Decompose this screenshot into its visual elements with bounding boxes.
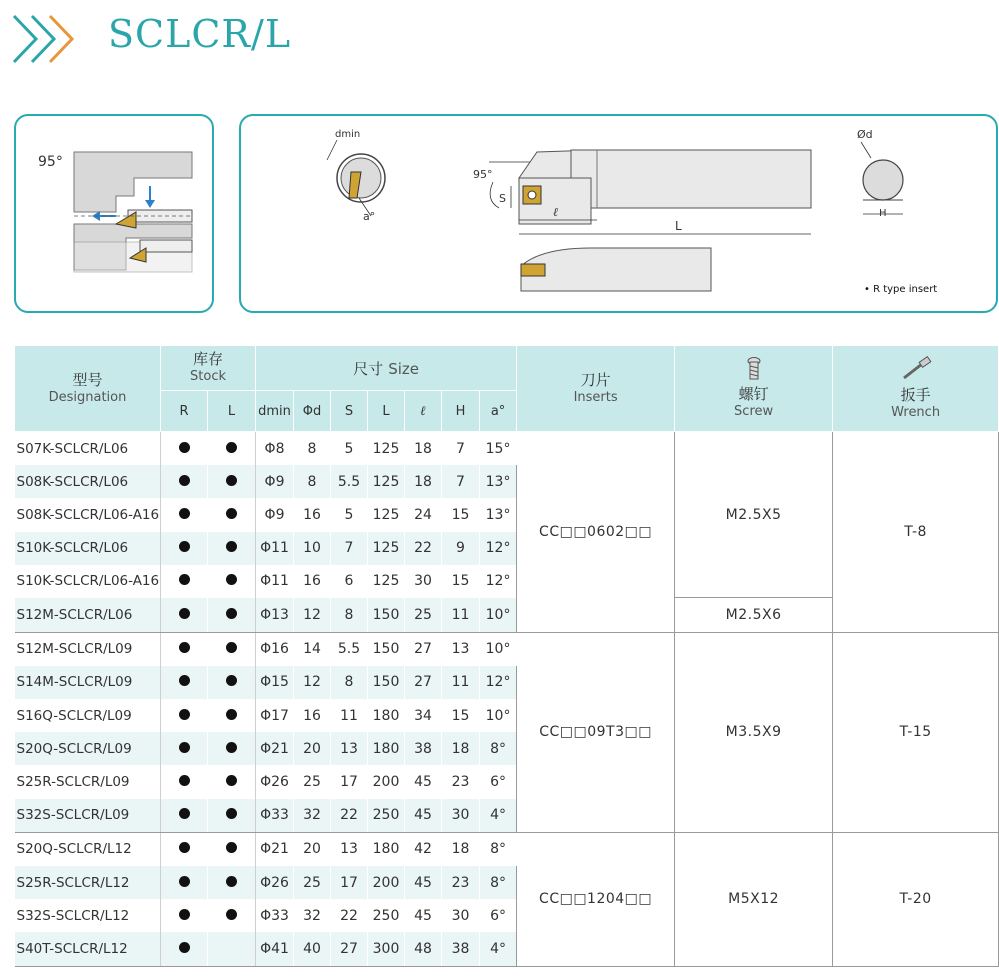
cell-L: 125 [368, 498, 405, 531]
stock-l-cell [208, 932, 256, 966]
screw-cell: M2.5X6 [675, 598, 833, 632]
cell-s: 13 [331, 832, 368, 866]
cell-L: 125 [368, 565, 405, 598]
cell-s: 22 [331, 899, 368, 932]
cell-a: 10° [480, 598, 517, 632]
l-header: ℓ [405, 391, 442, 432]
in-stock-dot-icon [226, 541, 237, 552]
cell-h: 13 [442, 632, 480, 666]
cell-L: 300 [368, 932, 405, 966]
cell-s: 17 [331, 765, 368, 798]
cell-s: 13 [331, 732, 368, 765]
cell-a: 8° [480, 732, 517, 765]
l-dimension-label: ℓ [553, 205, 558, 219]
stock-l-header: L [208, 391, 256, 432]
cell-l: 30 [405, 565, 442, 598]
cell-s: 5 [331, 498, 368, 531]
in-stock-dot-icon [226, 608, 237, 619]
cell-L: 150 [368, 632, 405, 666]
stock-r-cell [161, 565, 208, 598]
in-stock-dot-icon [179, 508, 190, 519]
stock-l-cell [208, 732, 256, 765]
length-header: L [368, 391, 405, 432]
stock-l-cell [208, 765, 256, 798]
cell-dmin: Φ8 [256, 432, 294, 466]
cell-des: S40T-SCLCR/L12 [15, 932, 161, 966]
cell-l: 27 [405, 666, 442, 699]
cell-dmin: Φ17 [256, 699, 294, 732]
cell-dmin: Φ41 [256, 932, 294, 966]
screw-icon [746, 357, 762, 381]
in-stock-dot-icon [179, 808, 190, 819]
cell-a: 10° [480, 699, 517, 732]
stock-r-cell [161, 632, 208, 666]
cell-dmin: Φ15 [256, 666, 294, 699]
cell-L: 125 [368, 532, 405, 565]
in-stock-dot-icon [179, 541, 190, 552]
cell-des: S25R-SCLCR/L12 [15, 866, 161, 899]
cell-dmin: Φ33 [256, 899, 294, 932]
a-header: a° [480, 391, 517, 432]
stock-l-cell [208, 832, 256, 866]
cell-l: 45 [405, 765, 442, 798]
cell-s: 17 [331, 866, 368, 899]
cell-h: 30 [442, 799, 480, 833]
cell-dmin: Φ26 [256, 765, 294, 798]
chevron-logo-icon [12, 12, 82, 66]
table-row [15, 632, 999, 666]
cell-l: 34 [405, 699, 442, 732]
in-stock-dot-icon [179, 876, 190, 887]
spec-table [14, 345, 999, 967]
size-header: 尺寸 Size [256, 346, 517, 391]
h-header: H [442, 391, 480, 432]
cell-d: 8 [294, 465, 331, 498]
inserts-header: 刀片 Inserts [517, 346, 675, 432]
L-dimension-label: L [675, 219, 682, 233]
stock-r-header: R [161, 391, 208, 432]
cell-L: 180 [368, 832, 405, 866]
stock-r-cell [161, 699, 208, 732]
cell-d: 12 [294, 598, 331, 632]
stock-l-cell [208, 799, 256, 833]
cell-h: 11 [442, 666, 480, 699]
in-stock-dot-icon [179, 675, 190, 686]
cell-a: 13° [480, 498, 517, 531]
cell-s: 11 [331, 699, 368, 732]
cell-des: S08K-SCLCR/L06 [15, 465, 161, 498]
in-stock-dot-icon [226, 709, 237, 720]
wrench-icon [900, 356, 932, 382]
stock-l-cell [208, 699, 256, 732]
cell-L: 200 [368, 765, 405, 798]
stock-r-cell [161, 532, 208, 565]
cell-des: S10K-SCLCR/L06 [15, 532, 161, 565]
cell-L: 200 [368, 866, 405, 899]
cell-d: 16 [294, 699, 331, 732]
in-stock-dot-icon [179, 442, 190, 453]
in-stock-dot-icon [226, 775, 237, 786]
cell-L: 180 [368, 699, 405, 732]
dmin-label: dmin [335, 129, 361, 140]
stock-r-cell [161, 732, 208, 765]
stock-r-cell [161, 866, 208, 899]
cell-dmin: Φ16 [256, 632, 294, 666]
stock-header: 库存 Stock [161, 346, 256, 391]
stock-l-cell [208, 532, 256, 565]
in-stock-dot-icon [179, 475, 190, 486]
cell-l: 18 [405, 432, 442, 466]
cell-h: 18 [442, 832, 480, 866]
cell-des: S10K-SCLCR/L06-A16 [15, 565, 161, 598]
cell-des: S20Q-SCLCR/L09 [15, 732, 161, 765]
cell-L: 150 [368, 598, 405, 632]
s-dimension-label: S [499, 192, 506, 205]
table-row [15, 432, 999, 466]
cell-h: 30 [442, 899, 480, 932]
cell-d: 14 [294, 632, 331, 666]
cell-a: 8° [480, 866, 517, 899]
cell-l: 48 [405, 932, 442, 966]
cell-L: 250 [368, 799, 405, 833]
wrench-header: 扳手 Wrench [833, 346, 999, 432]
cell-l: 42 [405, 832, 442, 866]
dmin-header: dmin [256, 391, 294, 432]
cell-l: 24 [405, 498, 442, 531]
cell-a: 15° [480, 432, 517, 466]
cell-a: 8° [480, 832, 517, 866]
stock-l-cell [208, 666, 256, 699]
wrench-cell: T-8 [833, 432, 999, 633]
in-stock-dot-icon [226, 574, 237, 585]
in-stock-dot-icon [226, 675, 237, 686]
tool-dimension-diagram-panel [239, 114, 998, 313]
stock-l-cell [208, 632, 256, 666]
in-stock-dot-icon [179, 642, 190, 653]
od-label: Ød [857, 128, 873, 141]
cell-des: S08K-SCLCR/L06-A16 [15, 498, 161, 531]
screw-cell: M2.5X5 [675, 432, 833, 598]
cell-s: 5 [331, 432, 368, 466]
cell-l: 18 [405, 465, 442, 498]
in-stock-dot-icon [179, 775, 190, 786]
in-stock-dot-icon [226, 508, 237, 519]
cell-des: S20Q-SCLCR/L12 [15, 832, 161, 866]
screw-cell: M3.5X9 [675, 632, 833, 832]
h-dimension-label: H [879, 208, 887, 219]
stock-r-cell [161, 765, 208, 798]
in-stock-dot-icon [179, 709, 190, 720]
cell-l: 25 [405, 598, 442, 632]
cell-h: 15 [442, 699, 480, 732]
cell-h: 7 [442, 465, 480, 498]
cell-des: S16Q-SCLCR/L09 [15, 699, 161, 732]
cell-d: 16 [294, 498, 331, 531]
cell-h: 38 [442, 932, 480, 966]
wrench-cell: T-15 [833, 632, 999, 832]
cell-s: 27 [331, 932, 368, 966]
cell-l: 38 [405, 732, 442, 765]
cell-dmin: Φ33 [256, 799, 294, 833]
in-stock-dot-icon [179, 574, 190, 585]
cell-dmin: Φ9 [256, 498, 294, 531]
angle-label: 95° [38, 154, 63, 170]
cell-des: S25R-SCLCR/L09 [15, 765, 161, 798]
cell-d: 10 [294, 532, 331, 565]
cell-l: 27 [405, 632, 442, 666]
r-type-insert-note: • R type insert [864, 284, 938, 295]
cell-des: S14M-SCLCR/L09 [15, 666, 161, 699]
cell-a: 4° [480, 799, 517, 833]
stock-l-cell [208, 899, 256, 932]
cell-s: 8 [331, 598, 368, 632]
cell-a: 12° [480, 666, 517, 699]
approach-angle-label: 95° [473, 168, 493, 181]
table-row [15, 832, 999, 866]
cell-L: 180 [368, 732, 405, 765]
cell-l: 45 [405, 899, 442, 932]
cell-h: 9 [442, 532, 480, 565]
cell-L: 125 [368, 432, 405, 466]
cell-d: 40 [294, 932, 331, 966]
cell-dmin: Φ21 [256, 832, 294, 866]
stock-r-cell [161, 799, 208, 833]
designation-header: 型号 Designation [15, 346, 161, 432]
stock-r-cell [161, 465, 208, 498]
insert-cell: CC□□09T3□□ [517, 632, 675, 832]
cell-s: 8 [331, 666, 368, 699]
cell-dmin: Φ11 [256, 532, 294, 565]
cell-h: 15 [442, 565, 480, 598]
cell-s: 22 [331, 799, 368, 833]
cell-s: 6 [331, 565, 368, 598]
cell-a: 13° [480, 465, 517, 498]
cell-L: 150 [368, 666, 405, 699]
cell-des: S32S-SCLCR/L09 [15, 799, 161, 833]
cell-h: 7 [442, 432, 480, 466]
cell-d: 32 [294, 799, 331, 833]
cell-d: 32 [294, 899, 331, 932]
cell-dmin: Φ21 [256, 732, 294, 765]
cell-dmin: Φ13 [256, 598, 294, 632]
cell-d: 20 [294, 732, 331, 765]
cell-L: 125 [368, 465, 405, 498]
in-stock-dot-icon [179, 842, 190, 853]
cell-d: 8 [294, 432, 331, 466]
in-stock-dot-icon [226, 642, 237, 653]
in-stock-dot-icon [226, 842, 237, 853]
cell-des: S12M-SCLCR/L06 [15, 598, 161, 632]
stock-r-cell [161, 598, 208, 632]
cell-d: 25 [294, 866, 331, 899]
page-title: SCLCR/L [108, 12, 292, 56]
cell-h: 18 [442, 732, 480, 765]
wrench-cell: T-20 [833, 832, 999, 966]
cell-h: 23 [442, 765, 480, 798]
cell-h: 11 [442, 598, 480, 632]
stock-l-cell [208, 565, 256, 598]
stock-r-cell [161, 666, 208, 699]
in-stock-dot-icon [179, 942, 190, 953]
stock-r-cell [161, 832, 208, 866]
cell-a: 6° [480, 899, 517, 932]
stock-r-cell [161, 432, 208, 466]
cell-d: 20 [294, 832, 331, 866]
cell-des: S32S-SCLCR/L12 [15, 899, 161, 932]
cell-d: 25 [294, 765, 331, 798]
stock-r-cell [161, 498, 208, 531]
cell-des: S07K-SCLCR/L06 [15, 432, 161, 466]
cell-L: 250 [368, 899, 405, 932]
insert-cell: CC□□0602□□ [517, 432, 675, 633]
in-stock-dot-icon [226, 475, 237, 486]
cell-l: 22 [405, 532, 442, 565]
cell-dmin: Φ9 [256, 465, 294, 498]
cell-s: 7 [331, 532, 368, 565]
stock-r-cell [161, 932, 208, 966]
cell-d: 16 [294, 565, 331, 598]
in-stock-dot-icon [179, 909, 190, 920]
cell-l: 45 [405, 799, 442, 833]
cell-l: 45 [405, 866, 442, 899]
in-stock-dot-icon [226, 742, 237, 753]
cell-h: 23 [442, 866, 480, 899]
screw-header: 螺钉 Screw [675, 346, 833, 432]
stock-l-cell [208, 432, 256, 466]
cell-a: 12° [480, 565, 517, 598]
cell-des: S12M-SCLCR/L09 [15, 632, 161, 666]
cell-h: 15 [442, 498, 480, 531]
insert-cell: CC□□1204□□ [517, 832, 675, 966]
stock-l-cell [208, 498, 256, 531]
a-angle-label: a° [363, 210, 376, 223]
cell-a: 10° [480, 632, 517, 666]
in-stock-dot-icon [179, 608, 190, 619]
in-stock-dot-icon [226, 876, 237, 887]
in-stock-dot-icon [226, 909, 237, 920]
s-header: S [331, 391, 368, 432]
cell-a: 6° [480, 765, 517, 798]
cell-s: 5.5 [331, 632, 368, 666]
cell-s: 5.5 [331, 465, 368, 498]
stock-l-cell [208, 866, 256, 899]
cell-a: 12° [480, 532, 517, 565]
in-stock-dot-icon [226, 442, 237, 453]
cell-dmin: Φ11 [256, 565, 294, 598]
cell-a: 4° [480, 932, 517, 966]
cell-d: 12 [294, 666, 331, 699]
od-header: Φd [294, 391, 331, 432]
in-stock-dot-icon [226, 808, 237, 819]
screw-cell: M5X12 [675, 832, 833, 966]
stock-l-cell [208, 465, 256, 498]
cell-dmin: Φ26 [256, 866, 294, 899]
machining-diagram-panel [14, 114, 214, 313]
in-stock-dot-icon [179, 742, 190, 753]
stock-r-cell [161, 899, 208, 932]
stock-l-cell [208, 598, 256, 632]
